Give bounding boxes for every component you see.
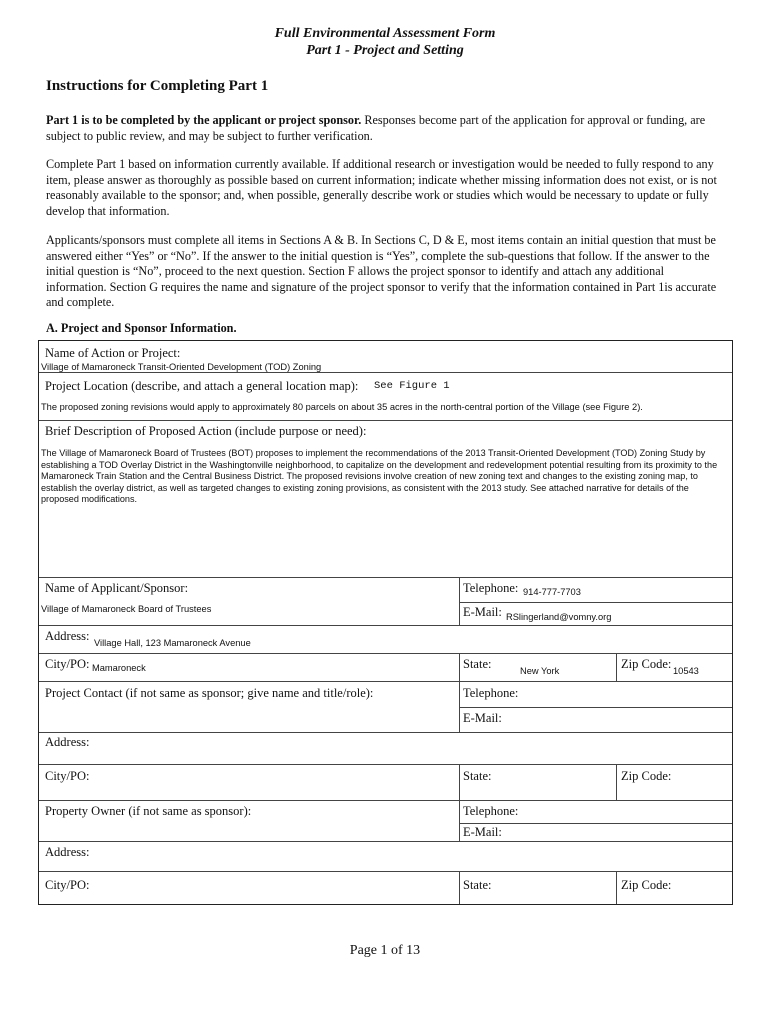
- column-divider: [459, 577, 460, 625]
- instructions-paragraph-1-text: Responses become part of the application for approval or funding, are subject to public review, and may be subject to further verification.: [46, 113, 706, 143]
- row-divider: [39, 681, 732, 682]
- applicant-label: Name of Applicant/Sponsor:: [45, 581, 189, 595]
- instructions-paragraph-3: Applicants/sponsors must complete all items in Sections A & B. In Sections C, D & E, most items contain an initial question that must be answered either “Yes” or “No”. If the answer to the initial question is “Yes”, complete the sub-questions that follow. If the answer to the initial question is “No”, proceed to the next question. Section F allows the project sponsor to identify and attach any additional information. Section G requires the name and signature of the project sponsor to verify that the information contained in Part 1is accurate and complete.: [46, 233, 717, 309]
- contact-state-label: State:: [463, 769, 492, 783]
- applicant-address-field[interactable]: Village Hall, 123 Mamaroneck Avenue: [94, 638, 251, 648]
- contact-label: Project Contact (if not same as sponsor; give name and title/role):: [45, 686, 374, 700]
- row-divider: [459, 823, 732, 824]
- row-divider: [39, 871, 732, 872]
- instructions-heading: Instructions for Completing Part 1: [46, 78, 269, 94]
- column-divider: [459, 871, 460, 904]
- project-location-field[interactable]: The proposed zoning revisions would apply to approximately 80 parcels on about 35 acres in the north-central portion of the Village (see Figure 2).: [41, 402, 643, 412]
- applicant-field[interactable]: Village of Mamaroneck Board of Trustees: [41, 604, 212, 614]
- row-divider: [39, 420, 732, 421]
- applicant-email-label: E-Mail:: [463, 605, 502, 619]
- applicant-zip-label: Zip Code:: [621, 657, 672, 671]
- column-divider: [616, 764, 617, 800]
- row-divider: [39, 841, 732, 842]
- applicant-address-label: Address:: [45, 629, 90, 643]
- row-divider: [39, 764, 732, 765]
- owner-email-label: E-Mail:: [463, 825, 502, 839]
- column-divider: [616, 653, 617, 681]
- row-divider: [39, 577, 732, 578]
- contact-city-label: City/PO:: [45, 769, 90, 783]
- column-divider: [616, 871, 617, 904]
- applicant-telephone-field[interactable]: 914-777-7703: [523, 587, 581, 597]
- row-divider: [459, 602, 732, 603]
- owner-city-label: City/PO:: [45, 878, 90, 892]
- page-number: Page 1 of 13: [349, 943, 421, 958]
- form-title: Full Environmental Assessment Form: [274, 26, 496, 41]
- applicant-state-label: State:: [463, 657, 492, 671]
- row-divider: [459, 707, 732, 708]
- form-subtitle: Part 1 - Project and Setting: [306, 43, 464, 58]
- owner-telephone-label: Telephone:: [463, 804, 519, 818]
- owner-label: Property Owner (if not same as sponsor):: [45, 804, 252, 818]
- contact-email-label: E-Mail:: [463, 711, 502, 725]
- location-map-reference: See Figure 1: [374, 380, 450, 392]
- contact-address-label: Address:: [45, 735, 90, 749]
- contact-zip-label: Zip Code:: [621, 769, 672, 783]
- description-label: Brief Description of Proposed Action (include purpose or need):: [45, 424, 367, 438]
- applicant-state-field[interactable]: New York: [520, 666, 560, 676]
- owner-state-label: State:: [463, 878, 492, 892]
- applicant-city-label: City/PO:: [45, 657, 90, 671]
- section-a-form: [38, 340, 733, 905]
- row-divider: [39, 732, 732, 733]
- instructions-paragraph-1: [46, 113, 722, 144]
- row-divider: [39, 800, 732, 801]
- row-divider: [39, 625, 732, 626]
- applicant-zip-field[interactable]: 10543: [673, 666, 699, 676]
- applicant-email-field[interactable]: RSlingerland@vomny.org: [506, 612, 612, 622]
- applicant-city-field[interactable]: Mamaroneck: [92, 663, 146, 673]
- column-divider: [459, 764, 460, 841]
- instructions-paragraph-2: Complete Part 1 based on information currently available. If additional research or investigation would be needed to fully respond to any item, please answer as thoroughly as possible based on current information; indicate whether missing information does not exist, or is not reasonably available to the sponsor; and, when possible, generally describe work or studies which would be necessary to update or fully develop that information.: [46, 157, 717, 218]
- instructions-paragraph-1-bold: Part 1 is to be completed by the applicant or project sponsor.: [46, 113, 362, 127]
- project-name-label: Name of Action or Project:: [45, 346, 181, 360]
- project-location-label: Project Location (describe, and attach a general location map):: [45, 379, 359, 393]
- row-divider: [39, 653, 732, 654]
- owner-address-label: Address:: [45, 845, 90, 859]
- applicant-telephone-label: Telephone:: [463, 581, 519, 595]
- description-field[interactable]: The Village of Mamaroneck Board of Trustees (BOT) proposes to implement the recommendations of the 2013 Transit-Oriented Development (TOD) Zoning Study by establishing a TOD Overlay District in the Washingtonville neighborhood, to capitalize on the development and redevelopment potential resulting from its proximity to the Mamaroneck Train Station and the Central Business District. The proposed revisions involve creation of new zoning text and changes to the existing zoning map, to establish the overlay district, as well as targeted changes to existing zoning provisions, as consistent with the 2013 study. See attached narrative for details of the proposed modifications.: [41, 448, 718, 505]
- project-name-field[interactable]: Village of Mamaroneck Transit-Oriented Development (TOD) Zoning: [41, 362, 322, 372]
- owner-zip-label: Zip Code:: [621, 878, 672, 892]
- section-a-heading: A. Project and Sponsor Information.: [46, 321, 237, 335]
- contact-telephone-label: Telephone:: [463, 686, 519, 700]
- column-divider: [459, 653, 460, 732]
